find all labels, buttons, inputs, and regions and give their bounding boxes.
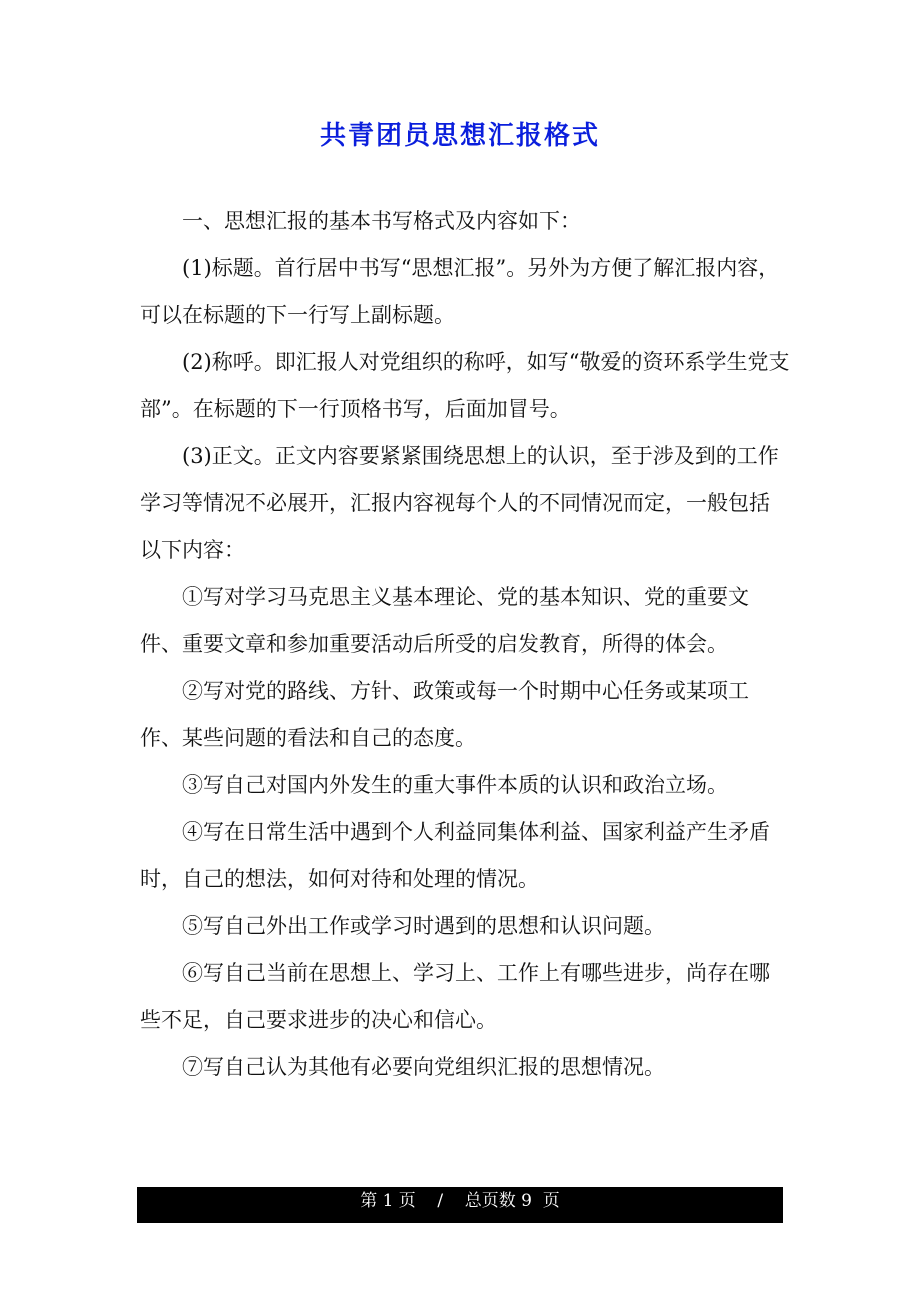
paragraph: ⑦写自己认为其他有必要向党组织汇报的思想情况。 bbox=[182, 1055, 665, 1079]
paragraph: ④写在日常生活中遇到个人利益同集体利益、国家利益产生矛盾时，自己的想法，如何对待和处理的情况。 bbox=[140, 820, 770, 891]
paragraph: (3)正文。正文内容要紧紧围绕思想上的认识，至于涉及到的工作学习等情况不必展开，汇报内容视每个人的不同情况而定，一般包括以下内容： bbox=[140, 444, 779, 562]
paragraph: 一、思想汇报的基本书写格式及内容如下： bbox=[182, 209, 581, 233]
paragraph: ①写对学习马克思主义基本理论、党的基本知识、党的重要文件、重要文章和参加重要活动后所受的启发教育，所得的体会。 bbox=[140, 585, 749, 656]
page-footer bbox=[137, 1187, 783, 1223]
document-body bbox=[140, 198, 790, 1091]
paragraph: (1)标题。首行居中书写“思想汇报”。另外为方便了解汇报内容，可以在标题的下一行写上副标题。 bbox=[140, 256, 780, 327]
paragraph: ②写对党的路线、方针、政策或每一个时期中心任务或某项工作、某些问题的看法和自己的态度。 bbox=[140, 679, 749, 750]
paragraph: ⑤写自己外出工作或学习时遇到的思想和认识问题。 bbox=[182, 914, 665, 938]
document-title: 共青团员思想汇报格式 bbox=[319, 121, 600, 151]
page-number-text: 第 1 页 / 总页数 9 页 bbox=[360, 1191, 560, 1211]
paragraph: ③写自己对国内外发生的重大事件本质的认识和政治立场。 bbox=[182, 773, 728, 797]
paragraph: ⑥写自己当前在思想上、学习上、工作上有哪些进步，尚存在哪些不足，自己要求进步的决心和信心。 bbox=[140, 961, 770, 1032]
paragraph: (2)称呼。即汇报人对党组织的称呼，如写“敬爱的资环系学生党支部”。在标题的下一行顶格书写，后面加冒号。 bbox=[140, 350, 790, 421]
